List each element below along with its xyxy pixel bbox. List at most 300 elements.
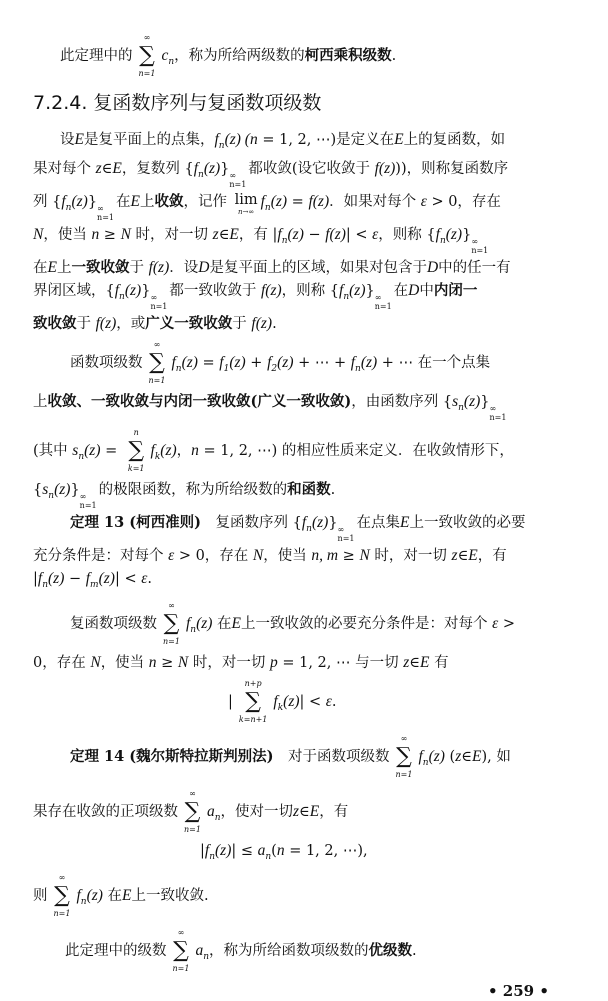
math-symbol: f — [185, 615, 191, 632]
math-symbol: E — [112, 160, 122, 177]
math-symbol: f — [350, 354, 356, 371]
text: 7.2.4. 复函数序列与复函数项级数 — [33, 92, 322, 114]
text: ∈ — [101, 161, 113, 177]
text: ，复数列 { — [121, 161, 194, 177]
text: 是复平面上的点集， — [83, 132, 215, 148]
math-symbol: s — [42, 481, 49, 498]
subscript: k — [154, 452, 161, 462]
text: | — [228, 694, 233, 710]
text: 都收敛(设它收敛于 — [248, 161, 375, 177]
math-symbol: (z) — [203, 160, 221, 177]
sum-upper-limit: ∞ — [168, 601, 175, 610]
sigma-icon: ∑ — [149, 350, 165, 375]
sigma-icon: ∑ — [163, 611, 180, 636]
subscript: n — [119, 292, 125, 302]
text: 复函数序列 { — [201, 515, 302, 531]
math-symbol: z — [455, 748, 462, 765]
text: 上一致收敛. — [131, 888, 209, 904]
summation — [146, 337, 169, 389]
text: + ⋯ 在一个点集 — [377, 355, 491, 371]
text-line — [33, 225, 490, 255]
text: 界闭区域，{ — [33, 283, 115, 299]
math-symbol: z — [403, 654, 410, 671]
text: ∈ — [299, 804, 310, 820]
text: 在 — [33, 260, 48, 276]
superscript: ∞ — [150, 293, 158, 302]
bold-term: 内闭一 — [433, 282, 478, 299]
subscript: n=1 — [97, 213, 114, 222]
math-symbol: f — [339, 282, 344, 299]
text-line — [33, 425, 514, 477]
sum-lower-limit: k=1 — [127, 464, 145, 473]
text: 列 { — [33, 194, 62, 210]
sum-upper-limit: ∞ — [143, 33, 151, 42]
math-symbol: N — [120, 226, 131, 243]
math-symbol: E — [74, 131, 84, 148]
text: = — [287, 194, 309, 210]
summation — [125, 425, 148, 477]
bold-term: 收敛 — [154, 193, 184, 210]
sigma-icon: ∑ — [54, 883, 70, 908]
text: ∈ — [457, 548, 469, 564]
text-line — [60, 30, 396, 82]
text: 此定理中的 — [60, 48, 133, 64]
text: . — [331, 694, 337, 710]
math-symbol: f — [114, 282, 120, 299]
math-symbol: a — [206, 803, 215, 820]
subscript: n=1 — [471, 246, 489, 255]
subscript: n — [65, 203, 72, 213]
text: 的极限函数，称为所给级数的 — [98, 482, 288, 498]
text: ，使对一切 — [220, 804, 293, 820]
text: 果存在收敛的正项级数 — [33, 804, 178, 820]
subscript: n=1 — [489, 413, 507, 422]
math-symbol: f — [85, 570, 91, 587]
sum-upper-limit: ∞ — [58, 873, 66, 882]
sigma-icon: ∑ — [128, 438, 145, 463]
text-line — [60, 130, 505, 156]
bold-term: 和函数 — [287, 481, 331, 498]
subscript: n=1 — [79, 501, 97, 510]
math-symbol: a — [257, 842, 266, 859]
text: 上一致收敛的必要充分条件是：对每个 — [241, 616, 493, 632]
summation — [393, 731, 416, 783]
page-number: • 259 • — [488, 982, 549, 1000]
text: ．如果对每个 — [329, 194, 421, 210]
text: } — [220, 161, 230, 177]
text: 于 — [76, 316, 96, 332]
math-symbol: E — [471, 748, 482, 765]
text: | < — [345, 227, 373, 243]
math-symbol: (z) — [71, 193, 88, 210]
sum-upper-limit: n+p — [244, 679, 262, 688]
math-symbol: s — [452, 393, 459, 410]
text: ，记作 — [183, 194, 232, 210]
math-symbol: (z) — [86, 887, 103, 904]
math-symbol: f — [219, 354, 224, 371]
math-symbol: (z) — [98, 570, 115, 587]
math-symbol: (z) — [445, 226, 463, 243]
index-range — [375, 293, 392, 311]
text: } — [480, 394, 490, 410]
bold-term: 定理 13 (柯西准则) — [70, 514, 201, 531]
index-range — [338, 525, 355, 543]
math-symbol: (z) — [196, 615, 213, 632]
text: − — [303, 227, 326, 243]
text-line — [228, 676, 337, 728]
math-symbol: E — [229, 226, 239, 243]
math-symbol: ε — [141, 570, 148, 587]
math-symbol: ε — [168, 547, 175, 564]
text-line — [65, 925, 417, 977]
text: ( — [444, 749, 456, 765]
text: = 1, 2, ⋯)是定义在 — [257, 132, 395, 148]
math-symbol: E — [468, 547, 478, 564]
limit-subscript: n→∞ — [237, 208, 255, 216]
math-symbol: p — [269, 654, 278, 671]
text: > 0，存在 — [426, 194, 501, 210]
math-symbol: z — [95, 160, 102, 177]
bold-term: 广义一致收敛 — [145, 315, 233, 332]
text: } — [328, 515, 338, 531]
text: = — [100, 443, 122, 459]
math-symbol: f(z) — [325, 226, 346, 243]
math-symbol: ε — [420, 193, 427, 210]
math-symbol: n, m — [311, 547, 339, 564]
text: | < — [114, 571, 142, 587]
math-symbol: f — [193, 160, 199, 177]
sum-upper-limit: ∞ — [189, 789, 196, 798]
superscript: ∞ — [471, 237, 478, 246]
math-symbol: (z) (n — [224, 131, 258, 148]
math-symbol: f — [204, 842, 210, 859]
subscript: m — [90, 580, 99, 590]
text: (其中 — [33, 443, 73, 459]
math-symbol: E — [47, 259, 57, 276]
math-symbol: (z) — [48, 570, 65, 587]
text: ，则称 { — [378, 227, 436, 243]
text-line — [33, 392, 508, 422]
index-range — [150, 293, 167, 311]
text-line — [33, 653, 449, 673]
index-range — [80, 492, 97, 510]
text: . — [272, 316, 277, 332]
text: = — [197, 355, 220, 371]
text: 时，对一切 — [188, 655, 270, 671]
math-symbol: f — [418, 748, 423, 765]
math-symbol: ε — [372, 226, 379, 243]
math-symbol: f — [435, 226, 440, 243]
bold-term: 收敛、一致收敛与内闭一致收敛(广义一致收敛) — [47, 393, 352, 410]
math-symbol: D — [426, 259, 439, 276]
text: 此定理中的级数 — [65, 943, 167, 959]
text-line — [70, 598, 515, 650]
math-symbol: (z) — [160, 442, 177, 459]
math-symbol: f — [37, 570, 43, 587]
text: 上 — [33, 394, 48, 410]
text: = 1, 2, ⋯) 的相应性质来定义．在收敛情形下， — [198, 443, 514, 459]
text: 上 — [139, 194, 155, 210]
subscript: k — [277, 703, 284, 713]
math-symbol: n — [276, 842, 285, 859]
math-symbol: (z) — [181, 354, 198, 371]
sigma-icon: ∑ — [396, 744, 412, 769]
text: 在 — [116, 194, 131, 210]
math-symbol: f(z) — [251, 315, 273, 332]
math-symbol: N — [90, 654, 101, 671]
text: ， — [176, 443, 192, 459]
math-symbol: (z) — [463, 393, 481, 410]
math-symbol: f(z) — [374, 160, 396, 177]
text-line — [33, 314, 277, 334]
math-symbol: (z) — [428, 748, 445, 765]
text: ，有 | — [238, 227, 278, 243]
math-symbol: f — [267, 354, 272, 371]
text: 在 — [393, 283, 409, 299]
limit-operator: lim — [234, 192, 258, 208]
text-line — [33, 159, 508, 189]
sum-lower-limit: n=1 — [138, 69, 156, 78]
text: ，使当 — [263, 548, 312, 564]
superscript: ∞ — [79, 492, 87, 501]
math-symbol: n — [91, 226, 100, 243]
text: ，称为所给函数项级数的 — [209, 943, 369, 959]
math-symbol: (z) — [270, 193, 288, 210]
text: ，则称 { — [281, 283, 340, 299]
text: > 0，存在 — [174, 548, 253, 564]
sigma-icon: ∑ — [184, 799, 201, 824]
text: + ⋯ + — [293, 355, 351, 371]
subscript: n=1 — [374, 302, 392, 311]
math-symbol: n — [191, 442, 199, 459]
math-symbol: f(z) — [148, 259, 170, 276]
math-symbol: (z) — [215, 842, 232, 859]
math-symbol: (z) — [54, 481, 71, 498]
math-symbol: (z) — [360, 354, 378, 371]
sigma-icon: ∑ — [139, 43, 155, 68]
math-symbol: (z) — [229, 354, 246, 371]
math-symbol: (z) — [84, 442, 101, 459]
subscript: n — [203, 952, 209, 962]
math-symbol: s — [72, 442, 79, 459]
math-symbol: E — [420, 654, 430, 671]
text: } — [87, 194, 98, 210]
text: ，称为所给两级数的 — [174, 48, 305, 64]
math-symbol: c — [161, 47, 169, 64]
text: 设 — [60, 132, 75, 148]
text-line — [70, 337, 490, 389]
subscript: n — [78, 452, 85, 462]
bold-term: 柯西乘积级数 — [304, 47, 392, 64]
subscript: n — [439, 236, 446, 246]
math-symbol: E — [400, 514, 410, 531]
superscript: ∞ — [97, 204, 104, 213]
math-symbol: (z) — [349, 282, 366, 299]
sum-lower-limit: k=n+1 — [238, 715, 268, 724]
summation — [160, 598, 183, 650]
text: ，有 — [319, 804, 349, 820]
text: ∈ — [218, 227, 230, 243]
math-symbol: f — [61, 193, 66, 210]
superscript: ∞ — [374, 293, 382, 302]
text: 时，对一切 — [130, 227, 213, 243]
superscript: ∞ — [229, 171, 237, 180]
text-line — [70, 731, 511, 783]
subscript: n — [42, 580, 48, 590]
summation — [236, 676, 271, 728]
sum-upper-limit: n — [133, 428, 139, 437]
text: ( — [271, 843, 277, 859]
text-line — [33, 786, 348, 838]
math-symbol: N — [177, 654, 189, 671]
text: 在点集 — [356, 515, 400, 531]
text-line — [33, 258, 511, 278]
subscript: n=1 — [229, 180, 247, 189]
subscript: n — [48, 491, 55, 501]
text: = 1, 2, ⋯), — [284, 843, 368, 859]
sum-lower-limit: n=1 — [172, 964, 190, 973]
text: 在 — [212, 616, 232, 632]
math-symbol: (z) — [287, 226, 304, 243]
index-range — [471, 237, 488, 255]
text-line — [33, 546, 507, 566]
subscript: n — [306, 524, 312, 534]
subscript: n — [209, 852, 215, 862]
math-symbol: E — [394, 131, 404, 148]
sum-lower-limit: n=1 — [184, 825, 201, 834]
text: ))，则称复函数序 — [395, 161, 509, 177]
text: > — [498, 616, 515, 632]
text: ≥ — [99, 227, 121, 243]
text: } — [462, 227, 472, 243]
math-symbol: n — [148, 654, 157, 671]
subscript: n — [355, 364, 361, 374]
sigma-icon: ∑ — [245, 689, 261, 714]
text-line — [33, 281, 477, 311]
math-symbol: (z) — [124, 282, 142, 299]
text: 上的复函数，如 — [403, 132, 506, 148]
text: . — [330, 482, 336, 498]
text: = 1, 2, ⋯ 与一切 — [277, 655, 404, 671]
math-symbol: N — [252, 547, 264, 564]
sum-upper-limit: ∞ — [400, 734, 408, 743]
subscript: n — [264, 203, 271, 213]
text: 中 — [419, 283, 434, 299]
sum-lower-limit: n=1 — [148, 376, 166, 385]
text: ∈ — [461, 749, 472, 765]
text-line — [33, 870, 209, 922]
subscript: n=1 — [150, 302, 168, 311]
text: } — [70, 482, 80, 498]
text: 在 — [102, 888, 123, 904]
math-symbol: (z) — [283, 693, 300, 710]
text: 有 — [429, 655, 449, 671]
sigma-icon: ∑ — [173, 938, 189, 963]
math-symbol: E — [122, 887, 132, 904]
sum-upper-limit: ∞ — [177, 928, 185, 937]
text: 充分条件是：对每个 — [33, 548, 169, 564]
bold-term: 优级数 — [368, 942, 412, 959]
text: ，有 — [477, 548, 507, 564]
sum-lower-limit: n=1 — [163, 637, 180, 646]
subscript: n — [168, 57, 175, 67]
index-range — [229, 171, 246, 189]
math-symbol: ε — [492, 615, 499, 632]
bold-term: 致收敛 — [33, 315, 77, 332]
text: } — [141, 283, 151, 299]
text-line — [200, 841, 368, 867]
text: | ≤ — [231, 843, 258, 859]
text: | — [33, 571, 38, 587]
text-line — [33, 192, 501, 222]
text: | < — [299, 694, 326, 710]
text: } — [365, 283, 375, 299]
text: 都一致收敛于 — [169, 283, 261, 299]
text: 函数项级数 — [70, 355, 143, 371]
subscript: n — [422, 758, 429, 768]
text-line — [33, 480, 335, 510]
math-symbol: E — [231, 615, 241, 632]
math-symbol: f — [76, 887, 81, 904]
text: − — [64, 571, 86, 587]
text: 于 — [232, 316, 252, 332]
summation — [181, 786, 204, 838]
subscript: 2 — [271, 364, 278, 374]
text: { — [33, 482, 43, 498]
text: ，或 — [116, 316, 146, 332]
math-symbol: E — [130, 193, 140, 210]
math-symbol: a — [195, 942, 204, 959]
text: 时，对一切 — [369, 548, 452, 564]
superscript: ∞ — [337, 525, 345, 534]
subscript: n — [198, 170, 204, 180]
bold-term: 一致收敛 — [71, 259, 130, 276]
text: 对于函数项级数 — [273, 749, 390, 765]
index-range — [490, 404, 507, 422]
text: + — [245, 355, 268, 371]
text: ，使当 — [43, 227, 92, 243]
subscript: n — [214, 813, 221, 823]
math-symbol: D — [408, 282, 420, 299]
math-symbol: z — [451, 547, 458, 564]
text: | — [200, 843, 205, 859]
math-symbol: z — [212, 226, 219, 243]
math-symbol: ε — [325, 693, 332, 710]
text: . — [412, 943, 417, 959]
text-line — [70, 513, 525, 543]
text: ．设 — [169, 260, 199, 276]
math-symbol: N — [33, 226, 44, 243]
math-symbol: D — [198, 259, 210, 276]
math-symbol: f — [273, 693, 278, 710]
math-symbol: f — [301, 514, 307, 531]
subscript: n — [190, 625, 197, 635]
text: 是复平面上的区域，如果对包含于 — [209, 260, 427, 276]
summation — [136, 30, 159, 82]
sum-upper-limit: ∞ — [153, 340, 161, 349]
math-symbol: f — [171, 354, 176, 371]
subscript: n — [80, 897, 87, 907]
text: . — [147, 571, 152, 587]
math-symbol: f — [214, 131, 219, 148]
text: ∈ — [409, 655, 420, 671]
index-range — [97, 204, 114, 222]
text: ，由函数序列 { — [351, 394, 453, 410]
text: . — [391, 48, 397, 64]
sum-lower-limit: n=1 — [395, 770, 413, 779]
math-symbol: N — [359, 547, 370, 564]
text: 于 — [129, 260, 149, 276]
